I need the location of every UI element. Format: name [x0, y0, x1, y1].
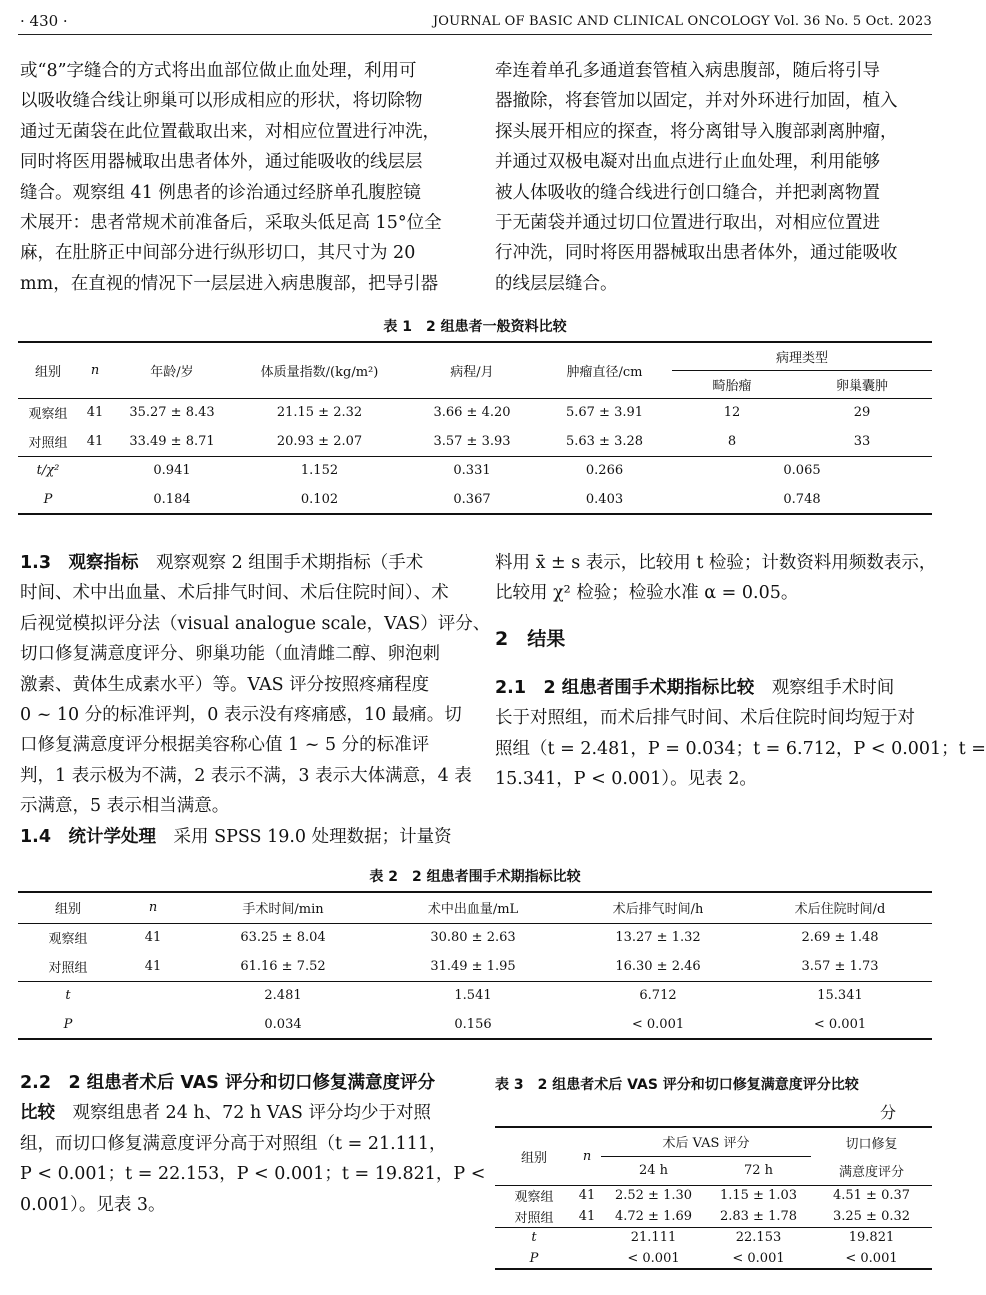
t1-header: n: [78, 342, 112, 398]
t2-cell: 41: [144, 930, 162, 946]
t3-cell: 1.15 ± 1.03: [719, 1188, 798, 1204]
text-line: 牵连着单孔多通道套管植入病患腹部，随后将引导: [495, 61, 880, 81]
t1-cell: 33.49 ± 8.71: [129, 433, 215, 449]
t2-cell: 对照组: [48, 960, 88, 976]
t2-header: 术中出血量/mL: [427, 902, 519, 918]
t1-cell: 41: [86, 433, 104, 449]
t2-stat-label: t: [65, 988, 71, 1004]
t2-cell: 13.27 ± 1.32: [615, 930, 701, 946]
t3-cell: 22.153: [735, 1230, 782, 1246]
t1-header: 肿瘤直径/cm: [537, 342, 672, 398]
t2-cell: 41: [144, 958, 162, 974]
t1-subheader: 卵巢囊肿: [792, 370, 932, 398]
text-line: 时间、术中出血量、术后排气时间、术后住院时间）、术: [20, 583, 449, 604]
table2-caption: 表 2 2 组患者围手术期指标比较: [369, 869, 581, 885]
text-line: 于无菌袋并通过切口位置进行取出，对相应位置进: [495, 213, 880, 234]
text-line: 组，而切口修复满意度评分高于对照组（t = 21.111，: [20, 1133, 447, 1154]
t1-cell: 1.152: [300, 463, 339, 479]
t3-cell: 4.72 ± 1.69: [614, 1208, 693, 1224]
t1-cell: 41: [86, 405, 104, 421]
t1-cell: 20.93 ± 2.07: [276, 433, 363, 449]
text-line: 器撤除，将套管加以固定，并对外环进行加固，植入: [495, 91, 898, 112]
text-line: 比较用 χ² 检验；检验水准 α = 0.05。: [495, 583, 799, 604]
t2-cell: 30.80 ± 2.63: [430, 930, 516, 946]
t1-cell: 5.63 ± 3.28: [565, 433, 644, 449]
text-line: 15.341，P < 0.001）。见表 2。: [495, 769, 757, 790]
t2-stat-label: P: [63, 1016, 73, 1032]
t2-cell: 3.57 ± 1.73: [801, 958, 879, 974]
t3-header: 切口修复: [845, 1136, 898, 1152]
t2-cell: < 0.001: [631, 1016, 685, 1032]
text-line: 0.001）。见表 3。: [20, 1194, 166, 1215]
t1-cell: 3.57 ± 3.93: [433, 433, 511, 449]
t3-cell: 2.52 ± 1.30: [614, 1188, 693, 1204]
text-line: 缝合。观察组 41 例患者的诊治通过经脐单孔腹腔镜: [20, 182, 421, 203]
section-1-3-title: 1.3 观察指标: [20, 553, 139, 573]
table1-caption: 表 1 2 组患者一般资料比较: [383, 319, 567, 335]
t1-subheader: 畸胎瘤: [672, 370, 792, 398]
text-line: 术展开：患者常规术前准备后，采取头低足高 15°位全: [20, 213, 442, 234]
t2-cell: 61.16 ± 7.52: [240, 958, 326, 974]
t1-cell: 观察组: [28, 407, 68, 423]
text-line: 以吸收缝合线让卵巢可以形成相应的形状，将切除物: [20, 91, 423, 112]
t1-header: 体质量指数/(kg/m²): [232, 342, 407, 398]
text-line: 判，1 表示极为不满，2 表示不满，3 表示大体满意，4 表: [20, 765, 472, 786]
t2-header: n: [148, 900, 158, 916]
t1-stat-label: t/χ²: [36, 463, 60, 479]
t2-header: 手术时间/min: [242, 902, 324, 918]
text-line: 通过无菌袋在此位置截取出来，对相应位置进行冲洗，: [20, 121, 440, 142]
t3-cell: < 0.001: [845, 1250, 898, 1266]
text-line: 被人体吸收的缝合线进行创口缝合，并把剥离物置: [495, 182, 880, 203]
t3-cell: < 0.001: [627, 1250, 680, 1266]
t1-cell: 12: [723, 405, 741, 421]
table2: [18, 891, 932, 1040]
t1-cell: 0.266: [585, 463, 624, 479]
text-line: 激素、黄体生成素水平）等。VAS 评分按照疼痛程度: [20, 674, 430, 695]
text-line: mm，在直视的情况下一层层进入病患腹部，把导引器: [20, 273, 439, 294]
t2-cell: 0.034: [264, 1016, 302, 1032]
t1-cell: 0.184: [153, 491, 191, 507]
t3-cell: 19.821: [848, 1230, 895, 1246]
t3-cell: 2.83 ± 1.78: [719, 1208, 798, 1224]
table1: [18, 341, 932, 515]
t3-cell: 对照组: [514, 1210, 554, 1226]
text-line: 切口修复满意度评分、卵巢功能（血清雌二醇、卵泡刺: [20, 644, 440, 665]
t3-subheader: 72 h: [706, 1156, 811, 1185]
top-left-column: [20, 56, 456, 299]
table3-unit: 分: [880, 1103, 897, 1122]
t1-cell: 0.065: [783, 463, 821, 479]
t2-cell: 63.25 ± 8.04: [240, 930, 326, 946]
t1-cell: 29: [853, 405, 871, 421]
t3-cell: < 0.001: [732, 1250, 785, 1266]
text-line: 示满意，5 表示相当满意。: [20, 796, 230, 817]
t3-cell: 41: [578, 1208, 596, 1224]
t2-header: 术后排气时间/h: [612, 902, 704, 918]
section-2-2-title-cont: 比较: [20, 1103, 55, 1124]
section-1-4-title: 1.4 统计学处理: [20, 826, 157, 847]
text-line: 观察组手术时间: [771, 677, 895, 698]
text-line: 料用 x̄ ± s 表示，比较用 t 检验；计数资料用频数表示，: [495, 553, 937, 573]
t2-cell: 16.30 ± 2.46: [615, 958, 701, 974]
text-line: 的线层层缝合。: [495, 273, 618, 294]
t3-cell: 21.111: [630, 1230, 677, 1246]
text-line: 同时将医用器械取出患者体外，通过能吸收的线层层: [20, 152, 423, 173]
t1-stat-label: P: [43, 491, 53, 507]
text-line: 后视觉模拟评分法（visual analogue scale，VAS）评分、: [20, 613, 491, 634]
t1-cell: 8: [727, 433, 737, 449]
t1-cell: 33: [853, 433, 871, 449]
t2-header: 术后住院时间/d: [794, 902, 886, 918]
text-line: 长于对照组，而术后排气时间、术后住院时间均短于对: [495, 708, 915, 729]
t2-cell: 2.481: [264, 988, 302, 1004]
t3-cell: 41: [578, 1188, 596, 1204]
t3-subheader: 24 h: [601, 1156, 706, 1185]
section-2-2-title: 2.2 2 组患者术后 VAS 评分和切口修复满意度评分: [20, 1073, 435, 1093]
t1-cell: 0.748: [783, 491, 821, 507]
t3-header: 满意度评分: [811, 1156, 932, 1185]
t2-cell: 31.49 ± 1.95: [430, 958, 516, 974]
t2-cell: 2.69 ± 1.48: [801, 930, 879, 946]
text-line: 0 ~ 10 分的标准评判，0 表示没有疼痛感，10 最痛。切: [20, 705, 462, 726]
page-number: · 430 ·: [20, 12, 68, 30]
t1-header: 年龄/岁: [112, 342, 232, 398]
text-line: 观察观察 2 组围手术期指标（手术: [156, 553, 424, 573]
t2-cell: 观察组: [48, 932, 88, 948]
t1-cell: 0.941: [153, 463, 191, 479]
t2-cell: 15.341: [817, 988, 863, 1004]
t3-cell: 观察组: [514, 1190, 554, 1206]
t2-cell: 6.712: [639, 988, 677, 1004]
mid-right-column: [495, 548, 986, 794]
text-line: 或“8”字缝合的方式将出血部位做止血处理，利用可: [20, 61, 417, 81]
t1-cell: 5.67 ± 3.91: [565, 405, 644, 421]
top-right-column: [495, 56, 931, 299]
text-line: 观察组患者 24 h、72 h VAS 评分均少于对照: [72, 1103, 431, 1124]
t2-cell: 0.156: [454, 1016, 492, 1032]
text-line: 并通过双极电凝对出血点进行止血处理，利用能够: [495, 152, 880, 173]
t1-cell: 21.15 ± 2.32: [276, 405, 363, 421]
text-line: 照组（t = 2.481，P = 0.034；t = 6.712，P < 0.001；t =: [495, 738, 986, 759]
t3-header: 术后 VAS 评分: [601, 1127, 811, 1156]
t1-header: 组别: [18, 342, 78, 398]
t1-header: 病理类型: [672, 342, 932, 370]
text-line: 口修复满意度评分根据美容称心值 1 ~ 5 分的标准评: [20, 735, 430, 756]
journal-title: JOURNAL OF BASIC AND CLINICAL ONCOLOGY Vol. 36 No. 5 Oct. 2023: [432, 14, 932, 29]
t2-cell: < 0.001: [813, 1016, 867, 1032]
text-line: P < 0.001；t = 22.153，P < 0.001；t = 19.821，P <: [20, 1164, 486, 1185]
t1-cell: 0.367: [453, 491, 491, 507]
text-line: 行冲洗，同时将医用器械取出患者体外，通过能吸收: [495, 243, 898, 264]
t3-stat-label: t: [531, 1230, 537, 1246]
table3: [495, 1126, 932, 1270]
t1-cell: 3.66 ± 4.20: [433, 405, 511, 421]
t2-cell: 1.541: [454, 988, 492, 1004]
t1-cell: 35.27 ± 8.43: [129, 405, 215, 421]
bottom-left-column: [20, 1068, 486, 1220]
section-2-1-title: 2.1 2 组患者围手术期指标比较: [495, 677, 755, 698]
text-line: 麻，在肚脐正中间部分进行纵形切口，其尺寸为 20: [20, 243, 416, 264]
t3-cell: 3.25 ± 0.32: [832, 1208, 911, 1224]
t1-cell: 0.102: [300, 491, 339, 507]
t3-cell: 4.51 ± 0.37: [832, 1188, 911, 1204]
t3-stat-label: P: [529, 1250, 539, 1266]
text-line: 采用 SPSS 19.0 处理数据；计量资: [173, 826, 452, 847]
t1-header: 病程/月: [407, 342, 537, 398]
mid-left-column: [20, 548, 491, 852]
t3-header: n: [573, 1127, 601, 1185]
t1-cell: 0.331: [453, 463, 491, 479]
t2-header: 组别: [54, 902, 81, 918]
text-line: 探头展开相应的探查，将分离钳导入腹部剥离肿瘤，: [495, 121, 898, 142]
t1-cell: 对照组: [28, 435, 68, 451]
t1-cell: 0.403: [585, 491, 624, 507]
header-rule: [18, 34, 932, 35]
section-2-title: 2 结果: [495, 627, 566, 650]
table3-caption: 表 3 2 组患者术后 VAS 评分和切口修复满意度评分比较: [495, 1077, 859, 1093]
t3-header: 组别: [495, 1127, 573, 1185]
